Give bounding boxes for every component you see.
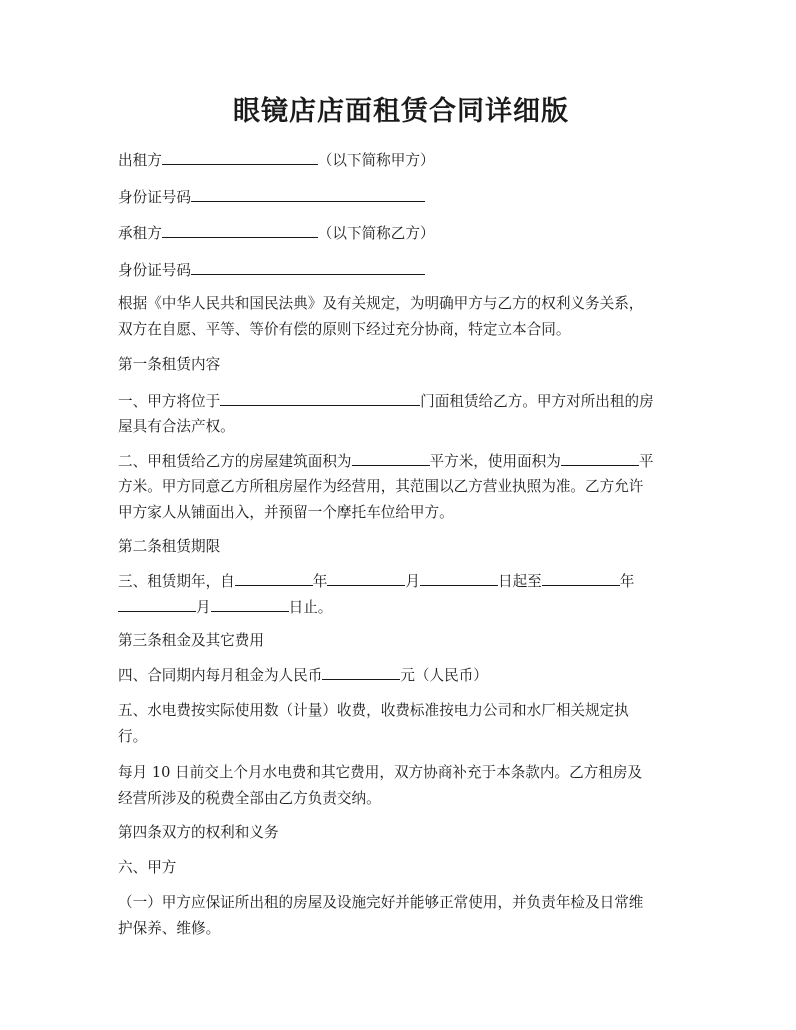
clause-3-line-1 bbox=[118, 568, 684, 595]
article-2-heading: 第二条租赁期限 bbox=[118, 538, 221, 555]
clause-5-line-2: 行。 bbox=[118, 728, 148, 745]
clause-3-month: 月 bbox=[405, 573, 420, 590]
clause-2-line-2: 方米。甲方同意乙方所租房屋作为经营用，其范围以乙方营业执照为准。乙方允许 bbox=[118, 478, 644, 495]
lessee-id-blank bbox=[191, 257, 425, 275]
intro-line-1: 根据《中华人民共和国民法典》及有关规定，为明确甲方与乙方的权利义务关系， bbox=[118, 295, 644, 312]
document-title: 眼镜店店面租赁合同详细版 bbox=[233, 96, 569, 127]
article-1-heading: 第一条租赁内容 bbox=[118, 356, 221, 373]
sub-1-line-2: 护保养、维修。 bbox=[118, 920, 221, 937]
lessee-line bbox=[118, 220, 684, 247]
lessor-id-blank bbox=[191, 184, 425, 202]
clause-3-end: 日止。 bbox=[288, 599, 333, 616]
clause-2-mid: 平方米，使用面积为 bbox=[429, 453, 561, 470]
clause-4-prefix: 四、合同期内每月租金为人民币 bbox=[118, 667, 323, 684]
clause-3-month2: 月 bbox=[196, 599, 211, 616]
lessee-blank bbox=[162, 220, 318, 238]
lessee-label: 承租方 bbox=[118, 225, 162, 242]
lessor-blank bbox=[162, 147, 318, 165]
clause-5-line-1: 五、水电费按实际使用数（计量）收费，收费标准按电力公司和水厂相关规定执 bbox=[118, 702, 629, 719]
clause-3-prefix: 三、租赁期年，自 bbox=[118, 573, 235, 590]
clause-2-end: 平 bbox=[638, 453, 654, 470]
clause-3-blank-year bbox=[235, 568, 313, 586]
sub-1-line-1: （一）甲方应保证所出租的房屋及设施完好并能够正常使用，并负责年检及日常维 bbox=[118, 894, 644, 911]
lessor-line bbox=[118, 147, 684, 174]
clause-3-blank-month bbox=[327, 568, 405, 586]
lessee-id-label: 身份证号码 bbox=[118, 262, 191, 279]
clause-3-blank-day2 bbox=[211, 594, 289, 612]
monthly-line-2: 经营所涉及的税费全部由乙方负责交纳。 bbox=[118, 790, 381, 807]
clause-2-line-1 bbox=[118, 448, 684, 475]
clause-3-line-2 bbox=[118, 594, 684, 621]
clause-2-blank-2 bbox=[561, 448, 639, 466]
clause-4-suffix: 元（人民币） bbox=[400, 667, 488, 684]
lessor-id-line bbox=[118, 184, 684, 211]
lessor-id-label: 身份证号码 bbox=[118, 189, 191, 206]
clause-1-prefix: 一、甲方将位于 bbox=[118, 393, 221, 410]
lessor-suffix: （以下简称甲方） bbox=[317, 152, 435, 169]
clause-1-suffix: 门面租赁给乙方。甲方对所出租的房 bbox=[420, 393, 654, 410]
clause-3-blank-year2 bbox=[542, 568, 620, 586]
article-4-heading: 第四条双方的权利和义务 bbox=[118, 824, 279, 841]
clause-4-blank bbox=[322, 662, 400, 680]
clause-3-blank-day bbox=[420, 568, 498, 586]
article-3-heading: 第三条租金及其它费用 bbox=[118, 632, 264, 649]
clause-2-prefix: 二、甲租赁给乙方的房屋建筑面积为 bbox=[118, 453, 352, 470]
clause-3-blank-month2 bbox=[118, 594, 196, 612]
clause-1-line-2: 屋具有合法产权。 bbox=[118, 418, 235, 435]
lessee-suffix: （以下简称乙方） bbox=[317, 225, 435, 242]
monthly-line-1: 每月 10 日前交上个月水电费和其它费用，双方协商补充于本条款内。乙方租房及 bbox=[118, 764, 643, 781]
clause-1-line-1 bbox=[118, 388, 684, 415]
intro-line-2: 双方在自愿、平等、等价有偿的原则下经过充分协商，特定立本合同。 bbox=[118, 321, 571, 338]
clause-1-blank bbox=[220, 388, 420, 406]
lessor-label: 出租方 bbox=[118, 152, 162, 169]
clause-3-year: 年 bbox=[312, 573, 328, 590]
clause-2-line-3: 甲方家人从铺面出入，并预留一个摩托车位给甲方。 bbox=[118, 504, 454, 521]
clause-3-day-to: 日起至 bbox=[497, 573, 542, 590]
clause-3-year2: 年 bbox=[619, 573, 635, 590]
clause-4-line bbox=[118, 662, 684, 689]
lessee-id-line bbox=[118, 257, 684, 284]
clause-2-blank-1 bbox=[352, 448, 430, 466]
clause-6-heading: 六、甲方 bbox=[118, 859, 177, 876]
